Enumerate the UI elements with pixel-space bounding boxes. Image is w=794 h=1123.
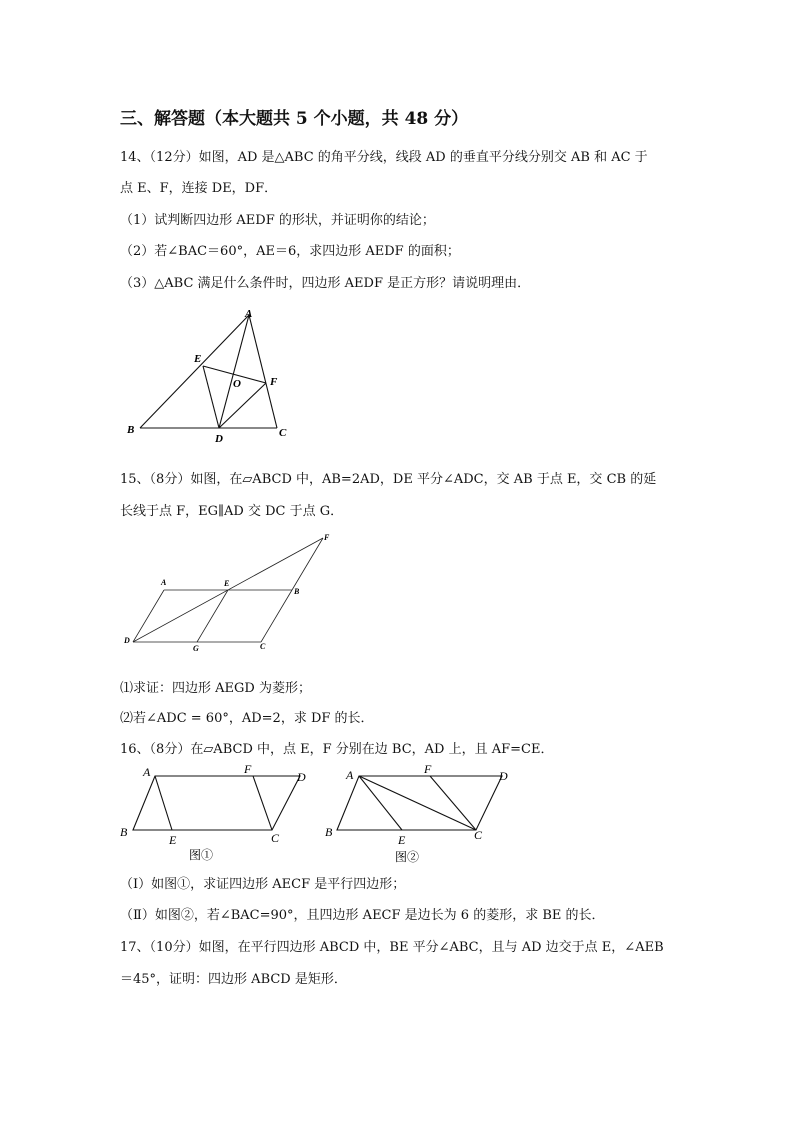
q14-label-f: F <box>270 376 278 388</box>
q14-label-b: B <box>127 424 135 436</box>
q16-fig1-segment-fc <box>253 776 272 830</box>
q16-fig2-segment-ac <box>359 776 476 830</box>
q16-fig2-label-a: A <box>346 768 354 782</box>
q15-side-ad <box>133 590 164 642</box>
q16-fig1-label-f: F <box>244 762 252 776</box>
q15-line2: 长线于点 F，EG∥AD 交 DC 于点 G． <box>120 504 344 519</box>
q14-segment-df <box>219 383 266 428</box>
q14-part1: （1）试判断四边形 AEDF 的形状，并证明你的结论； <box>120 213 435 228</box>
q15-label-b: B <box>294 587 300 596</box>
q14-label-a: A <box>245 308 253 320</box>
q15-label-f: F <box>324 533 330 542</box>
q14-label-e: E <box>194 353 202 365</box>
q15-figure <box>120 530 340 655</box>
q16-fig2-parallelogram <box>337 776 502 830</box>
q16-fig1-label-d: D <box>297 770 306 784</box>
q14-figure <box>120 305 300 445</box>
q16-fig2-segment-fc <box>430 776 476 830</box>
q15-label-c: C <box>260 642 266 651</box>
q15-label-g: G <box>193 644 199 653</box>
q16-fig2-label-b: B <box>325 825 333 839</box>
q14-side-ac <box>249 315 277 428</box>
q14-segment-de <box>203 366 219 428</box>
q15-segment-bf <box>292 538 323 590</box>
q15-side-cb <box>261 590 292 642</box>
q15-label-d: D <box>124 636 130 645</box>
q15-part2: ⑵若∠ADC = 60°，AD=2，求 DF 的长． <box>120 711 374 726</box>
q15-label-e: E <box>224 579 230 588</box>
q16-fig1-label-c: C <box>271 831 280 845</box>
q16-fig2-label-d: D <box>499 769 508 783</box>
q17-line1: 17、（10分）如图，在平行四边形 ABCD 中，BE 平分∠ABC，且与 AD 边交于点 E，∠AEB <box>120 940 664 955</box>
q15-label-a: A <box>161 578 167 587</box>
q16-part2: （Ⅱ）如图②，若∠BAC=90°，且四边形 AECF 是边长为 6 的菱形，求 BE 的长． <box>120 908 605 923</box>
q16-fig2-label-c: C <box>474 828 483 842</box>
q14-side-ab <box>140 315 249 428</box>
q16-figure-2 <box>322 760 522 868</box>
q16-fig1-segment-ae <box>155 776 172 830</box>
q16-fig2-label-e: E <box>398 833 406 847</box>
q15-line1: 15、（8分）如图，在▱ABCD 中，AB=2AD，DE 平分∠ADC，交 AB 于点 E，交 CB 的延 <box>120 472 657 487</box>
q14-part3: （3）△ABC 满足什么条件时，四边形 AEDF 是正方形？请说明理由． <box>120 276 531 291</box>
q14-label-o: O <box>233 378 241 390</box>
q16-fig1-label-e: E <box>169 833 177 847</box>
q14-label-d: D <box>215 433 223 445</box>
q14-line2: 点 E、F，连接 DE，DF． <box>120 181 278 196</box>
q15-segment-eg <box>197 590 228 642</box>
q16-fig1-label-a: A <box>143 765 151 779</box>
q14-line1: 14、（12分）如图，AD 是△ABC 的角平分线，线段 AD 的垂直平分线分别交 AB 和 AC 于 <box>120 150 648 165</box>
q16-fig2-label-f: F <box>424 762 432 776</box>
q15-part1: ⑴求证：四边形 AEGD 为菱形； <box>120 681 311 696</box>
q16-fig1-label-b: B <box>120 825 128 839</box>
q17-line2: ＝45°，证明：四边形 ABCD 是矩形． <box>120 972 347 987</box>
q16-figure-1 <box>115 760 315 868</box>
q14-label-c: C <box>279 427 287 439</box>
q16-fig2-segment-ae <box>359 776 402 830</box>
q16-fig1-caption: 图① <box>189 848 214 862</box>
q16-part1: （Ⅰ）如图①，求证四边形 AECF 是平行四边形； <box>120 877 406 892</box>
section-title: 三、解答题（本大题共 5 个小题，共 48 分） <box>120 109 469 129</box>
q16-fig2-caption: 图② <box>395 850 420 864</box>
q16-line1: 16、（8分）在▱ABCD 中，点 E，F 分别在边 BC，AD 上，且 AF=CE． <box>120 742 554 757</box>
q14-part2: （2）若∠BAC＝60°，AE＝6，求四边形 AEDF 的面积； <box>120 244 460 259</box>
